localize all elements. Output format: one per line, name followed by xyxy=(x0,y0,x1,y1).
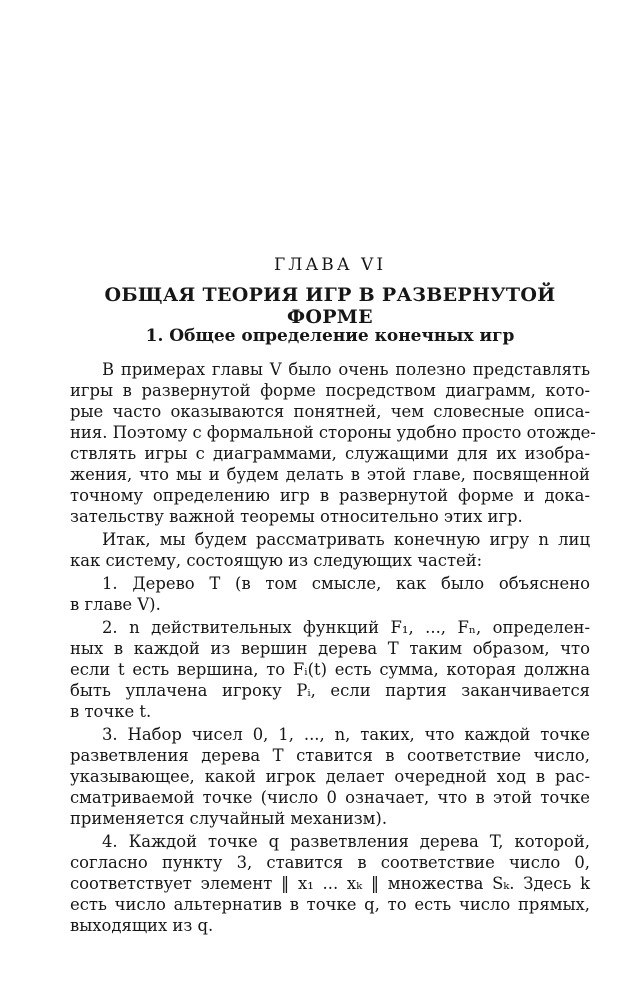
list-item-2 xyxy=(70,617,590,722)
text-line: 4. Каждой точке q разветвления дерева T, которой, xyxy=(102,832,590,851)
text-line: ствлять игры с диаграммами, служащими для их изобра- xyxy=(70,444,590,463)
list-item-4 xyxy=(70,831,590,936)
text-line: выходящих из q. xyxy=(70,916,214,935)
text-line: зательству важной теоремы относительно этих игр. xyxy=(70,507,523,526)
text-line: быть уплачена игроку Pᵢ, если партия заканчивается xyxy=(70,681,590,700)
section-title: 1. Общее определение конечных игр xyxy=(145,326,515,346)
text-line: 2. n действительных функций F₁, ..., Fₙ, определен- xyxy=(102,618,590,637)
book-page xyxy=(70,0,596,1000)
text-line: Итак, мы будем рассматривать конечную игру n лиц xyxy=(102,530,590,549)
text-line: применяется случайный механизм). xyxy=(70,809,388,828)
body-text xyxy=(70,359,596,936)
list-item-3 xyxy=(70,724,590,829)
text-line: 3. Набор чисел 0, 1, ..., n, таких, что каждой точке xyxy=(102,725,590,744)
text-line: в точке t. xyxy=(70,702,152,721)
text-line: В примерах главы V было очень полезно представлять xyxy=(102,360,590,379)
text-line: в главе V). xyxy=(70,595,161,614)
list-item-1 xyxy=(70,573,590,615)
text-line: ных в каждой из вершин дерева T таким образом, что xyxy=(70,639,590,658)
text-line: разветвления дерева T ставится в соответствие число, xyxy=(70,746,590,765)
text-line: указывающее, какой игрок делает очередной ход в рас- xyxy=(70,767,590,786)
text-line: 1. Дерево T (в том смысле, как было объяснено xyxy=(102,574,590,593)
text-line: игры в развернутой форме посредством диаграмм, кото- xyxy=(70,381,590,400)
text-line: жения, что мы и будем делать в этой главе, посвященной xyxy=(70,465,590,484)
paragraph-system xyxy=(70,529,590,571)
text-line: если t есть вершина, то Fᵢ(t) есть сумма, которая должна xyxy=(70,660,590,679)
text-line: ния. Поэтому с формальной стороны удобно просто отожде- xyxy=(70,423,596,442)
chapter-title: ОБЩАЯ ТЕОРИЯ ИГР В РАЗВЕРНУТОЙ ФОРМЕ xyxy=(104,284,556,328)
text-line: согласно пункту 3, ставится в соответствие число 0, xyxy=(70,853,590,872)
text-line: рые часто оказываются понятней, чем словесные описа- xyxy=(70,402,590,421)
text-line: соответствует элемент ‖ x₁ ... xₖ ‖ множества Sₖ. Здесь k xyxy=(70,874,590,893)
text-line: сматриваемой точке (число 0 означает, что в этой точке xyxy=(70,788,590,807)
text-line: есть число альтернатив в точке q, то есть число прямых, xyxy=(70,895,590,914)
text-line: как систему, состоящую из следующих частей: xyxy=(70,551,483,570)
text-line: точному определению игр в развернутой форме и дока- xyxy=(70,486,590,505)
chapter-label: ГЛАВА VI xyxy=(273,255,387,275)
paragraph-intro xyxy=(70,359,596,527)
